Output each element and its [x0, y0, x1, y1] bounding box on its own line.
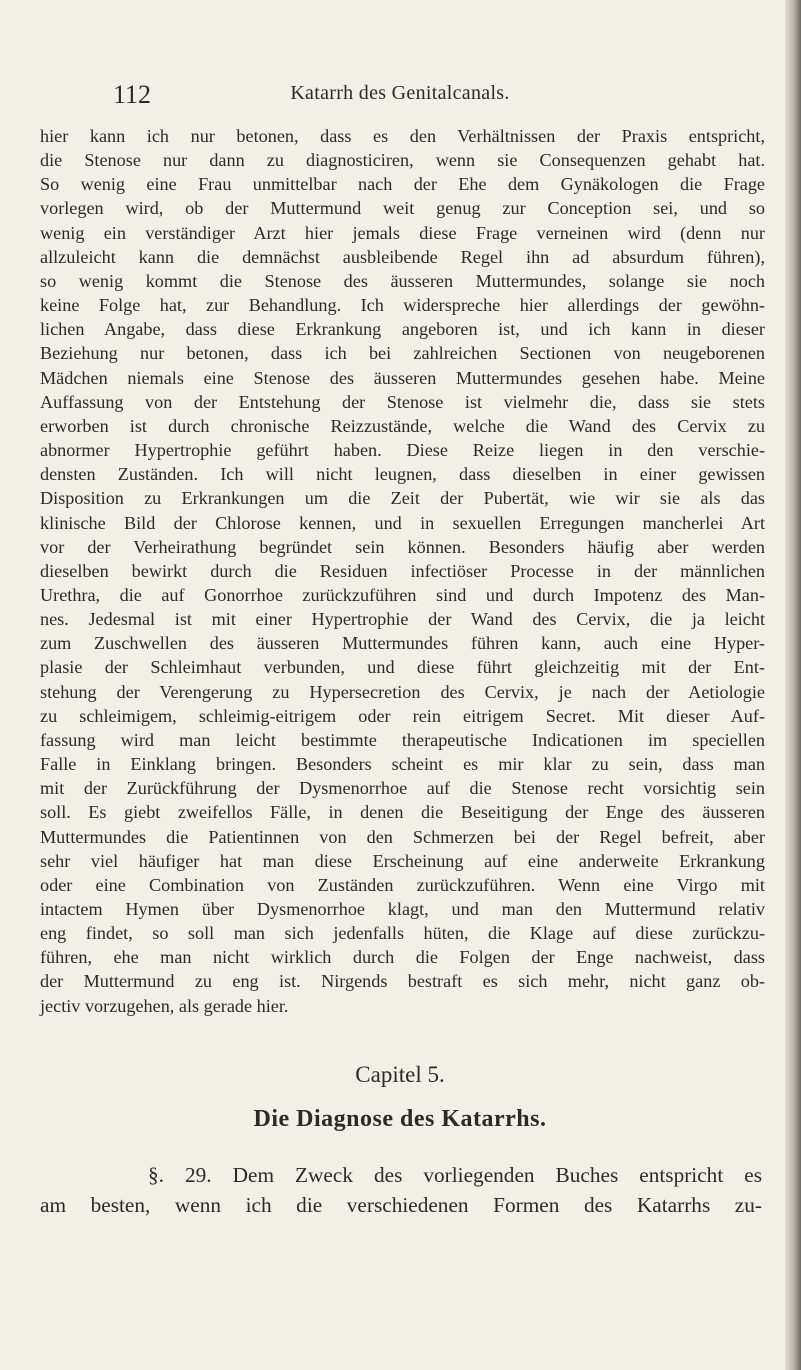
text-line: abnormer Hypertrophie geführt haben. Diese Reize liegen in den verschie-	[40, 440, 765, 461]
chapter-label: Capitel 5.	[355, 1062, 445, 1087]
page-edge-shadow	[785, 0, 801, 1370]
text-line: Beziehung nur betonen, dass ich bei zahlreichen Sectionen von neugeborenen	[40, 343, 765, 364]
text-line: die Stenose nur dann zu diagnosticiren, wenn sie Consequenzen gehabt hat.	[40, 150, 765, 171]
text-line: So wenig eine Frau unmittelbar nach der Ehe dem Gynäkologen die Frage	[40, 174, 765, 195]
text-line: densten Zuständen. Ich will nicht leugnen, dass dieselben in einer gewissen	[40, 464, 765, 485]
text-line: zu schleimigem, schleimig-eitrigem oder rein eitrigem Secret. Mit dieser Auf-	[40, 705, 765, 726]
text-line: eng findet, so soll man sich jedenfalls hüten, die Klage auf diese zurückzu-	[40, 923, 765, 944]
text-line: sehr viel häufiger hat man diese Erscheinung auf eine anderweite Erkrankung	[40, 850, 765, 871]
section-title: Die Diagnose des Katarrhs.	[253, 1106, 547, 1132]
text-line: fassung wird man leicht bestimmte therapeutische Indicationen im speciellen	[40, 729, 765, 750]
text-line: Disposition zu Erkrankungen um die Zeit der Pubertät, wie wir sie als das	[40, 488, 765, 509]
text-line: plasie der Schleimhaut verbunden, und diese führt gleichzeitig mit der Ent-	[40, 657, 765, 678]
text-line: Mädchen niemals eine Stenose des äusseren Muttermundes gesehen habe. Meine	[40, 367, 765, 388]
text-line: §. 29. Dem Zweck des vorliegenden Buches entspricht es	[148, 1163, 762, 1187]
text-line: Urethra, die auf Gonorrhoe zurückzuführen sind und durch Impotenz des Man-	[40, 584, 765, 605]
text-line: erworben ist durch chronische Reizzustände, welche die Wand des Cervix zu	[40, 415, 765, 436]
text-line: führen, ehe man nicht wirklich durch die Folgen der Enge nachweist, dass	[40, 947, 765, 968]
page-header	[40, 80, 760, 116]
text-line: vor der Verheirathung begründet sein können. Besonders häufig aber werden	[40, 536, 765, 557]
text-line: allzuleicht kann die demnächst ausbleibende Regel ihn ad absurdum führen),	[40, 246, 765, 267]
text-line: der Muttermund zu eng ist. Nirgends bestraft es sich mehr, nicht ganz ob-	[40, 971, 765, 992]
section-paragraph	[40, 1160, 762, 1220]
text-line: hier kann ich nur betonen, dass es den Verhältnissen der Praxis entspricht,	[40, 126, 765, 146]
text-line: intactem Hymen über Dysmenorrhoe klagt, und man den Muttermund relativ	[40, 899, 765, 919]
text-line: mit der Zurückführung der Dysmenorrhoe auf die Stenose recht vorsichtig sein	[40, 778, 765, 799]
text-line: am besten, wenn ich die verschiedenen Formen des Katarrhs zu-	[40, 1193, 762, 1217]
running-head: Katarrh des Genitalcanals.	[290, 82, 510, 104]
text-line: Muttermundes die Patientinnen von den Schmerzen bei der Regel befreit, aber	[40, 826, 765, 847]
text-line: keine Folge hat, zur Behandlung. Ich widerspreche hier allerdings der gewöhn-	[40, 295, 765, 316]
text-line: soll. Es giebt zweifellos Fälle, in denen die Beseitigung der Enge des äusseren	[40, 802, 765, 823]
text-line: oder eine Combination von Zuständen zurückzuführen. Wenn eine Virgo mit	[40, 874, 765, 895]
text-line: nes. Jedesmal ist mit einer Hypertrophie der Wand des Cervix, die ja leicht	[40, 609, 765, 630]
text-line: Auffassung von der Entstehung der Stenose ist vielmehr die, dass sie stets	[40, 391, 765, 412]
text-line: Falle in Einklang bringen. Besonders scheint es mir klar zu sein, dass man	[40, 754, 765, 775]
text-line: dieselben bewirkt durch die Residuen infectiöser Processe in der männlichen	[40, 560, 765, 581]
body-paragraph	[40, 124, 765, 1018]
text-line: so wenig kommt die Stenose des äusseren Muttermundes, solange sie noch	[40, 270, 765, 291]
text-line: lichen Angabe, dass diese Erkrankung angeboren ist, und ich kann in dieser	[40, 319, 765, 340]
text-line: klinische Bild der Chlorose kennen, und in sexuellen Erregungen mancherlei Art	[40, 512, 765, 533]
page-number: 112	[113, 80, 152, 109]
text-line: zum Zuschwellen des äusseren Muttermundes führen kann, auch eine Hyper-	[40, 633, 765, 654]
text-line: stehung der Verengerung zu Hypersecretion des Cervix, je nach der Aetiologie	[40, 681, 765, 702]
text-line: wenig ein verständiger Arzt hier jemals diese Frage verneinen wird (denn nur	[40, 222, 765, 243]
text-line: jectiv vorzugehen, als gerade hier.	[40, 995, 289, 1016]
text-line: vorlegen wird, ob der Muttermund weit genug zur Conception sei, und so	[40, 198, 765, 219]
